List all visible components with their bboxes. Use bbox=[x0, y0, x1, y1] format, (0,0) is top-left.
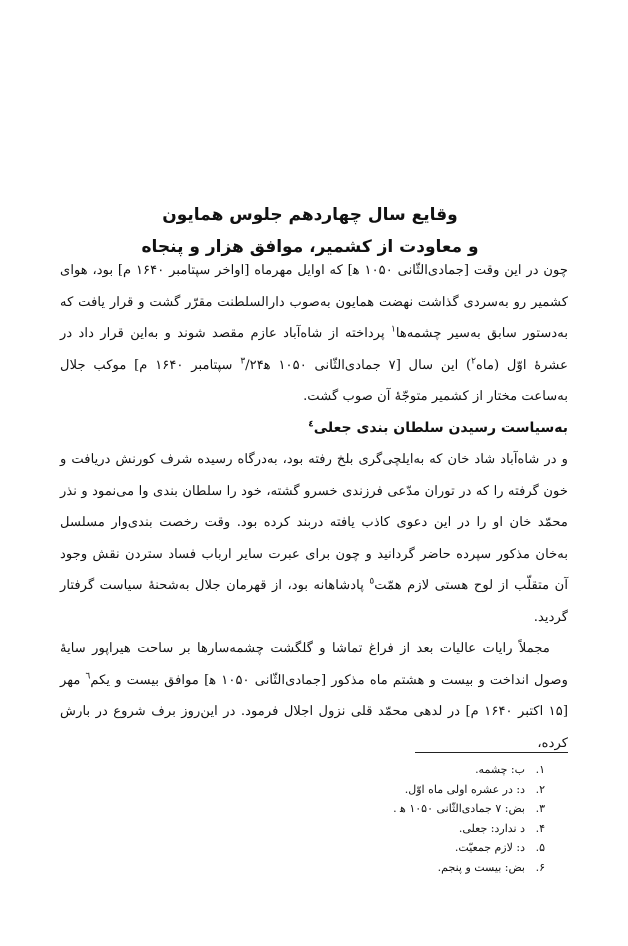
footnote-text: ب: چشمه. bbox=[475, 763, 525, 776]
main-text bbox=[60, 255, 568, 759]
footnote-ref-3: ۳ bbox=[240, 356, 246, 367]
footnote-number: ۱. bbox=[535, 763, 545, 776]
footnote-number: ۳. bbox=[535, 802, 545, 815]
footnote-number: ۵. bbox=[535, 841, 545, 854]
paragraph-1-part-4: /۲۴ سپتامبر ۱۶۴۰ م] موکب جلال به‌ساعت مختار از کشمیر متوجّهٔ آن صوب گشت. bbox=[60, 357, 568, 404]
footnote-separator bbox=[415, 752, 568, 753]
footnote-ref-6: ٦ bbox=[85, 671, 91, 682]
footnote-ref-5: ٥ bbox=[369, 576, 375, 587]
footnote-number: ۲. bbox=[535, 782, 545, 796]
paragraph-2-part-1: و در شاه‌آباد شاد خان که به‌ایلچی‌گری بلخ رفته بود، به‌درگاه رسیده شرف کورنش دریافت و خون گرفته را که در توران مدّعی فرزندی خسرو گشته، خود را سلطان بندی وا می‌نمود و نذر محمّد خان او را در این دعوی کاذب یافته دربند کرده بود. وقت رخصت بندی‌وار مسلسل به‌خان مذکور سپرده حاضر گردانید و چون برای عبرت سایر ارباب فساد ستردن نقش وجود آن متقلّب از لوح هستی لازم همّت bbox=[60, 452, 568, 593]
footnote-item bbox=[200, 799, 545, 819]
footnotes bbox=[200, 760, 545, 877]
footnote-text: د: لازم جمعیّت. bbox=[454, 841, 525, 854]
paragraph-2 bbox=[60, 444, 568, 633]
footnote-number: ۴. bbox=[535, 821, 545, 835]
footnote-item bbox=[200, 760, 545, 780]
footnote-item bbox=[200, 858, 545, 878]
section-heading bbox=[60, 413, 568, 445]
paragraph-2-part-2: پادشاهانه بود، از قهرمان جلال به‌شحنهٔ سیاست گرفتار گردید. bbox=[60, 578, 568, 625]
paragraph-1 bbox=[60, 255, 568, 413]
footnote-text: بض: ۷ جمادی‌الثّانی ۱۰۵۰ ه‍ . bbox=[393, 802, 525, 815]
footnote-text: د ندارد: جعلی. bbox=[458, 821, 525, 835]
paragraph-1-part-2: پرداخته از شاه‌آباد عازم مقصد شوند و به‌این قرار داد در عشرهٔ اوّل (ماه bbox=[60, 326, 569, 373]
chapter-title-line-1: وقایع سال چهاردهم جلوس همایون bbox=[162, 205, 458, 225]
footnote-item bbox=[200, 838, 545, 858]
section-heading-text: به‌سیاست رسیدن سلطان بندی جعلی bbox=[313, 419, 568, 436]
paragraph-3 bbox=[60, 633, 568, 759]
footnote-ref-2: ۲ bbox=[471, 356, 477, 367]
footnote-text: بض: بیست و پنجم. bbox=[437, 860, 525, 874]
footnote-text: د: در عشره اولی ماه اوّل. bbox=[404, 782, 525, 796]
footnote-ref-4: ٤ bbox=[308, 418, 314, 429]
footnote-item bbox=[200, 780, 545, 800]
chapter-title-line-2: و معاودت از کشمیر، موافق هزار و پنجاه bbox=[141, 237, 479, 257]
paragraph-3-part-2: مهر [۱۵ اکتبر ۱۶۴۰ م] در لدهی محمّد قلی نزول اجلال فرمود. در این‌روز برف شروع در بارش کرده، bbox=[60, 672, 568, 751]
paragraph-1-part-1: چون در این وقت [جمادی‌الثّانی ۱۰۵۰ ه‍] که اوایل مهرماه [اواخر سپتامبر ۱۶۴۰ م] بود، هوای کشمیر رو به‌سردی گذاشت نهضت همایون به‌صوب دارالسلطنت مقرّر گشت و قرار یافت که به‌دستور سابق به‌سیر چشمه‌ها bbox=[60, 263, 569, 341]
footnote-ref-1: ۱ bbox=[391, 324, 396, 335]
footnote-item bbox=[200, 819, 545, 839]
footnote-number: ۶. bbox=[535, 860, 545, 874]
paragraph-1-part-3: ) این سال [۷ جمادی‌الثّانی ۱۰۵۰ ه‍ bbox=[263, 357, 472, 373]
paragraph-3-part-1: مجملاً رایات عالیات بعد از فراغ تماشا و گلگشت چشمه‌سارها بر ساحت هیراپور سایهٔ وصول انداخت و بیست و هشتم ماه مذکور [جمادی‌الثّانی ۱۰۵۰ ه‍] موافق بیست و یکم bbox=[60, 641, 568, 688]
